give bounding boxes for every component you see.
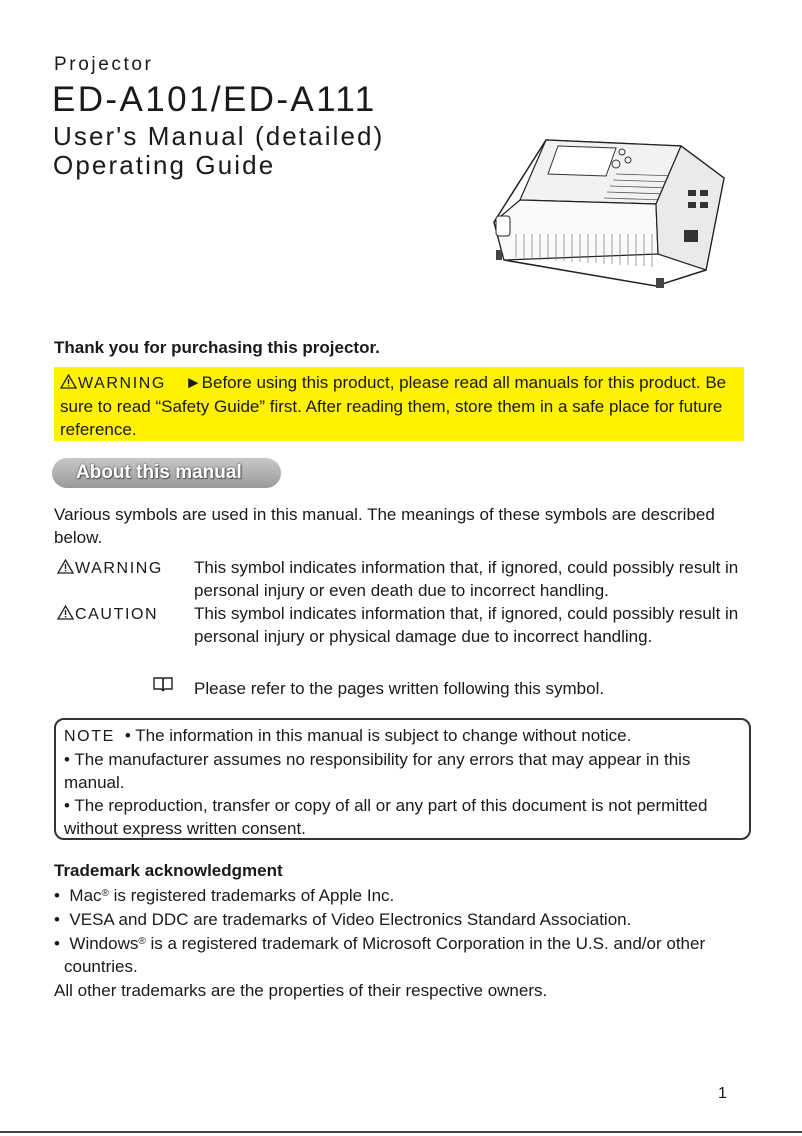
warning-icon xyxy=(57,559,74,574)
trademark-text: VESA and DDC are trademarks of Video Electronics Standard Association. xyxy=(69,910,632,929)
registered-mark: ® xyxy=(101,888,109,899)
trademark-name: Mac xyxy=(69,886,102,905)
trademark-item-windows xyxy=(54,932,744,978)
projector-illustration xyxy=(476,130,744,290)
document-category: Projector xyxy=(54,54,154,75)
note-box xyxy=(54,718,751,840)
warning-icon xyxy=(60,374,77,389)
note-line: • The information in this manual is subject to change without notice. xyxy=(124,726,632,745)
trademark-name: Windows xyxy=(69,934,139,953)
trademark-text: is a registered trademark of Microsoft Corporation in the U.S. and/or other countries. xyxy=(64,934,706,976)
symbol-reference-desc: Please refer to the pages written following this symbol. xyxy=(194,679,605,698)
trademark-heading: Trademark acknowledgment xyxy=(54,861,283,880)
thank-you-heading: Thank you for purchasing this projector. xyxy=(54,338,380,357)
warning-text: ►Before using this product, please read all manuals for this product. Be sure to read “Safety Guide” first. After reading them, store them in a safe place for future reference. xyxy=(60,373,727,439)
bullet: • xyxy=(54,886,60,905)
bullet: • xyxy=(54,910,60,929)
book-reference-icon xyxy=(153,676,173,692)
symbol-warning xyxy=(57,557,163,580)
note-label: NOTE xyxy=(64,728,115,745)
warning-label: WARNING xyxy=(78,375,166,392)
symbol-warning-desc: This symbol indicates information that, if ignored, could possibly result in personal injury or even death due to incorrect handling. xyxy=(194,558,739,600)
model-title: ED-A101/ED-A111 xyxy=(52,80,377,119)
bullet: • xyxy=(54,934,60,953)
manual-title: User's Manual (detailed) xyxy=(53,121,385,151)
manual-subtitle: Operating Guide xyxy=(53,150,276,180)
registered-mark: ® xyxy=(138,936,146,947)
trademark-item-mac xyxy=(54,884,744,907)
symbol-caution-desc: This symbol indicates information that, if ignored, could possibly result in personal injury or physical damage due to incorrect handling. xyxy=(194,604,739,646)
trademark-footer: All other trademarks are the properties of their respective owners. xyxy=(54,981,548,1000)
symbol-warning-label: WARNING xyxy=(75,560,163,577)
footer-rule xyxy=(0,1131,802,1133)
caution-icon xyxy=(57,605,74,620)
symbol-caution-label: CAUTION xyxy=(75,606,159,623)
trademark-list xyxy=(54,884,744,1002)
section-heading-about: About this manual xyxy=(52,458,281,488)
page-number: 1 xyxy=(718,1085,727,1102)
trademark-item-vesa xyxy=(54,908,744,931)
symbol-caution xyxy=(57,603,158,626)
note-line: • The reproduction, transfer or copy of all or any part of this document is not permitted without express written consent. xyxy=(64,796,708,838)
warning-box xyxy=(54,367,744,441)
intro-paragraph: Various symbols are used in this manual. The meanings of these symbols are described below. xyxy=(54,505,715,547)
trademark-text: is registered trademarks of Apple Inc. xyxy=(108,886,395,905)
note-line: • The manufacturer assumes no responsibility for any errors that may appear in this manual. xyxy=(64,750,691,792)
